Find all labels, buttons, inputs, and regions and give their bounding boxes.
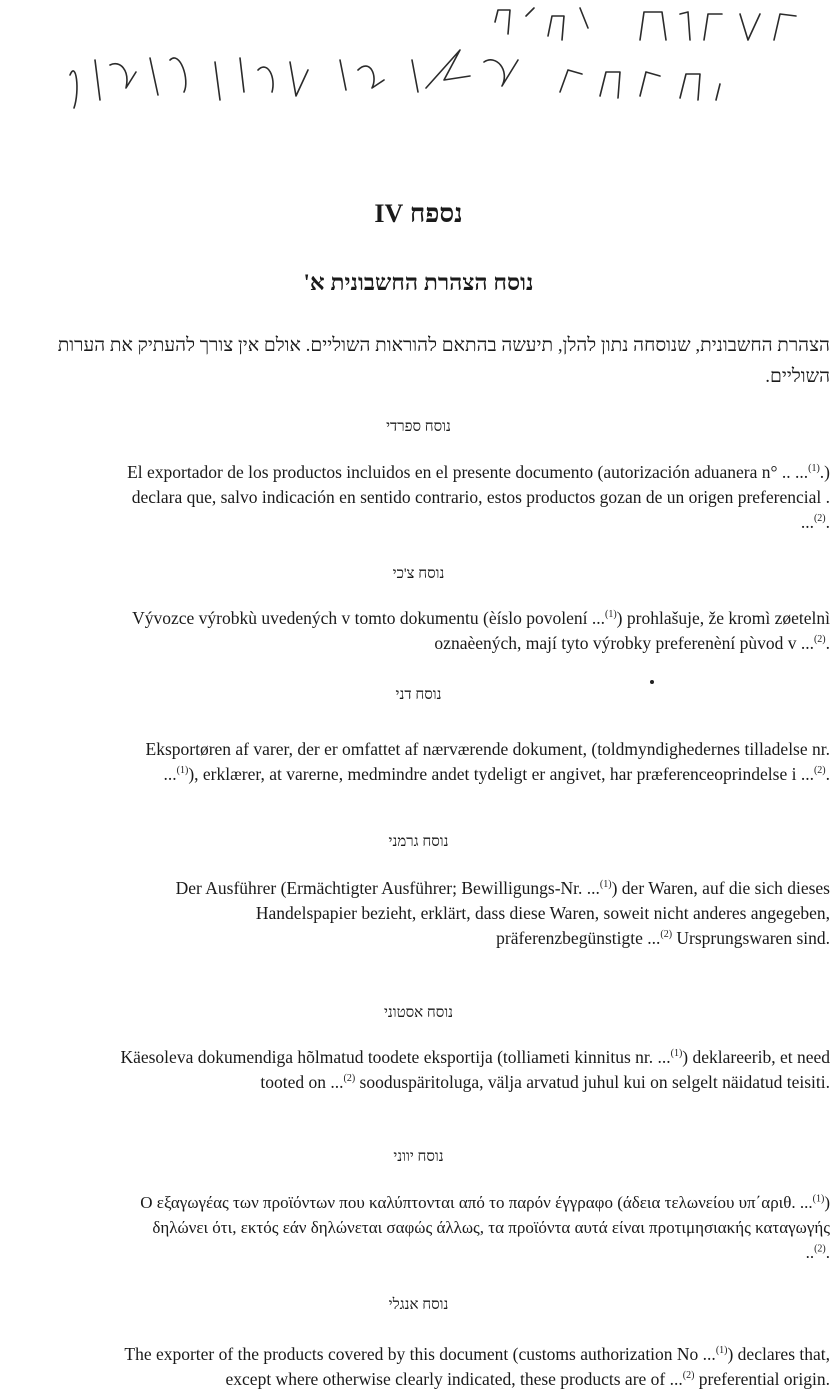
spanish-declaration: El exportador de los productos incluidos en el presente documento (autorización aduanera n° .. ...$^{(1)}$.) declara que, salvo indicación en sentido contrario, estos productos gozan de un origen preferencial . ...$^{(2)}$. [127,462,830,532]
heading-czech: נוסח צ'כי [392,566,445,582]
heading-danish: נוסח דני [395,687,442,703]
estonian-declaration: Käesoleva dokumendiga hõlmatud toodete eksportija (tolliameti kinnitus nr. ...$^{(1)}$) deklareerib, et need tooted on ...$^{(2)}$ sooduspäritoluga, välja arvatud juhul kui on selgelt näidatud teisiti. [120,1047,830,1092]
appendix-title: נספח IV [374,199,463,228]
heading-english: נוסח אנגלי [388,1297,449,1313]
heading-estonian: נוסח אסטוני [383,1005,454,1021]
german-declaration: Der Ausführer (Ermächtigter Ausführer; Bewilligungs-Nr. ...$^{(1)}$) der Waren, auf die sich dieses Handelspapier bezieht, erklärt, dass diese Waren, soweit nicht anderes angegeben, präferenzbegünstigte ...$^{(2)}$ Ursprungswaren sind. [175,878,830,948]
heading-spanish: נוסח ספרדי [386,419,451,435]
intro-paragraph: הצהרת החשבונית, שנוסחה נתון להלן, תיעשה בהתאם להוראות השוליים. אולם אין צורך להעתיק את הערות השוליים. [57,335,830,387]
appendix-subtitle: נוסח הצהרת החשבונית א' [303,270,534,295]
heading-greek: נוסח יווני [393,1149,444,1165]
heading-german: נוסח גרמני [388,834,449,850]
english-declaration: The exporter of the products covered by this document (customs authorization No ...$^{(1)}$) declares that, except where otherwise clearly indicated, these products are of ...$^{(2)}$ preferential origin. [124,1344,830,1389]
danish-declaration: Eksportøren af varer, der er omfattet af nærværende dokument, (toldmyndighedernes tilladelse nr. ...$^{(1)}$), erklærer, at varerne, medmindre andet tydeligt er angivet, har præferenceoprindelse i ...$^{(2)}$. [145,739,830,784]
handwritten-annotation [40,0,830,125]
greek-declaration: Ο εξαγωγέας των προϊόντων που καλύπτονται από το παρόν έγγραφο (άδεια τελωνείου υπ΄αριθ. ...$^{(1)}$) δηλώνει ότι, εκτός εάν δηλώνεται σαφώς άλλως, τα προϊόντα αυτά είναι προτιμησιακής καταγωγής ..$^{(2)}$. [140,1193,830,1262]
czech-declaration: Vývozce výrobkù uvedených v tomto dokumentu (èíslo povolení ...$^{(1)}$) prohlašuje, že kromì zøetelnì oznaèených, mají tyto výrobky preferenèní pùvod v ...$^{(2)}$. [132,608,830,653]
speck [650,680,654,684]
